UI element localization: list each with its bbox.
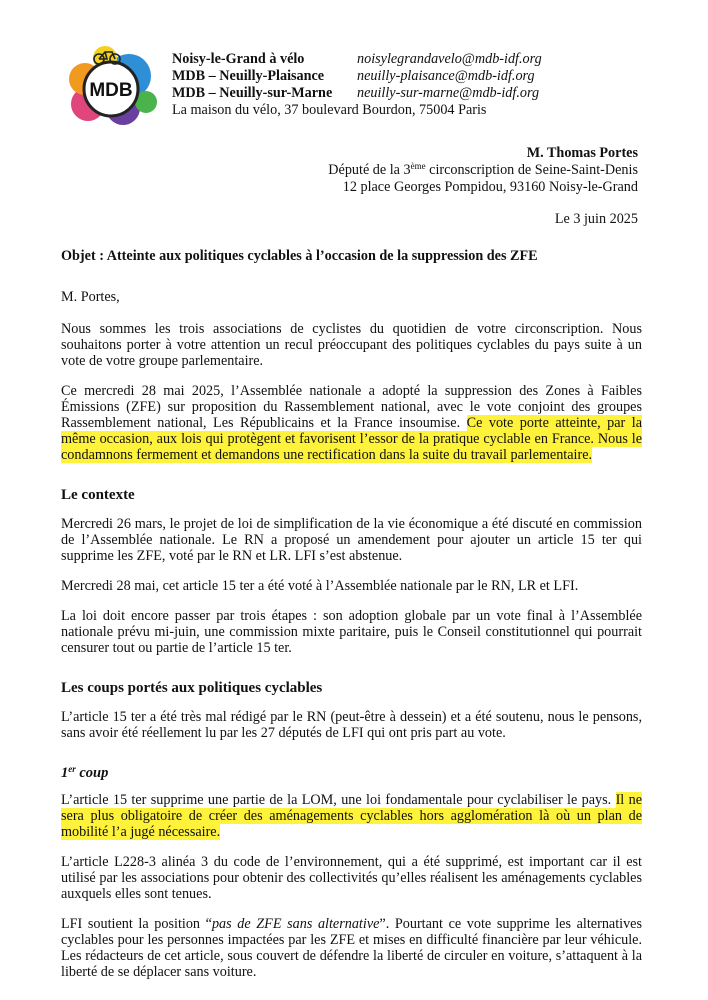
highlighted-text: Il ne sera plus obligatoire de créer des aménagements cyclables hors agglomération là où un plan de mobilité l’a jugé nécessaire. [61,792,642,840]
org-name: MDB – Neuilly-Plaisance [172,68,325,84]
first-blow-paragraph [61,792,642,840]
intro-paragraph [61,383,642,463]
section-heading-attacks: Les coups portés aux politiques cyclables [61,680,323,696]
heading-word: coup [75,765,109,781]
org-name: Noisy-le-Grand à vélo [172,51,305,67]
quoted-position: pas de ZFE sans alternative [211,916,380,932]
letter-body [61,248,642,994]
first-blow-paragraph [61,916,642,980]
mdb-logo [66,46,162,128]
letterhead [172,51,542,119]
recipient-name: M. Thomas Portes [526,145,638,161]
section-heading-context: Le contexte [61,487,135,503]
recipient-block [328,145,638,196]
intro-paragraph [61,321,642,369]
context-paragraph: Mercredi 28 mai, cet article 15 ter a été voté à l’Assemblée nationale par le RN, LR et LFI. [61,578,579,594]
org-row [172,68,542,85]
paragraph-text: L’article 15 ter supprime une partie de la LOM, une loi fondamentale pour cyclabiliser le pays. [61,792,616,808]
heading-sup: er [68,764,76,774]
context-paragraph: La loi doit encore passer par trois étapes : son adoption globale par un vote final à l’Assemblée nationale prévu mi-juin, une commission mixte paritaire, puis le Conseil constitutionnel qui pourrait censurer tout ou partie de l’article 15 ter. [61,608,642,656]
org-email[interactable]: noisylegrandavelo@mdb-idf.org [357,51,542,67]
highlighted-text: Ce vote porte atteinte, par la même occasion, aux lois qui protègent et favorisent l’essor de la pratique cyclable en France. Nous le condamnons fermement et demandons une rectification dans la suite du travail parlementaire. [61,415,642,463]
org-row [172,51,542,68]
recipient-title-suffix: circonscription de Seine-Saint-Denis [425,162,638,178]
paragraph-text: Nous sommes les trois associations de cyclistes du quotidien de votre circonscription. Nous souhaitons porter à votre attention un recul préoccupant des politiques cyclables du pays suite à un vote de votre groupe parlementaire. [61,321,642,369]
context-paragraph: Mercredi 26 mars, le projet de loi de simplification de la vie économique a été discuté en commission de l’Assemblée nationale. Le RN a proposé un amendement pour ajouter un article 15 ter qui supprime les ZFE, voté par le RN et LR. LFI s’est abstenue. [61,516,642,564]
paragraph-text: Ce mercredi 28 mai 2025, l’Assemblée nationale a adopté la suppression des Zones à Faibles Émissions (ZFE) sur proposition du Rassemblement national, avec le vote conjoint des groupes Rassemblement national, Les Républicains et la France insoumise. [61,383,642,431]
heading-number: 1 [61,765,69,781]
first-blow-paragraph: L’article L228-3 alinéa 3 du code de l’environnement, qui a été supprimé, est important car il est utilisé par les associations pour obtenir des collectivités qu’elles réalisent les aménagements cyclables auxquels elles sont tenues. [61,854,642,902]
org-name: MDB – Neuilly-sur-Marne [172,85,333,101]
recipient-title-prefix: Député de la 3 [328,162,411,178]
sender-address: La maison du vélo, 37 boulevard Bourdon, 75004 Paris [172,102,487,118]
org-email[interactable]: neuilly-plaisance@mdb-idf.org [357,68,535,84]
attacks-paragraph: L’article 15 ter a été très mal rédigé par le RN (peut-être à dessein) et a été soutenu, nous le pensons, sans avoir été réellement lu par les 27 députés de LFI qui ont pris part au vote. [61,709,642,741]
paragraph-text: ”. Pourtant ce vote supprime les alternatives cyclables pour les personnes impactées par les ZFE et mises en difficulté financière par leur véhicule. Les rédacteurs de cet article, sous couvert de défendre la liberté de circuler en voiture, s’attaquent à la liberté de se déplacer sans voiture. [61,916,643,980]
letter-date: Le 3 juin 2025 [554,211,638,227]
org-email[interactable]: neuilly-sur-marne@mdb-idf.org [357,85,540,101]
salutation: M. Portes, [61,289,120,305]
logo-text: MDB [89,80,133,101]
org-row [172,85,542,102]
recipient-title [328,162,638,179]
paragraph-text: LFI soutient la position “ [61,916,212,932]
letter-object: Objet : Atteinte aux politiques cyclables à l’occasion de la suppression des ZFE [61,248,538,264]
subsection-heading-first-blow [61,765,642,781]
recipient-address: 12 place Georges Pompidou, 93160 Noisy-le-Grand [342,179,638,195]
recipient-title-sup: ème [410,161,426,171]
